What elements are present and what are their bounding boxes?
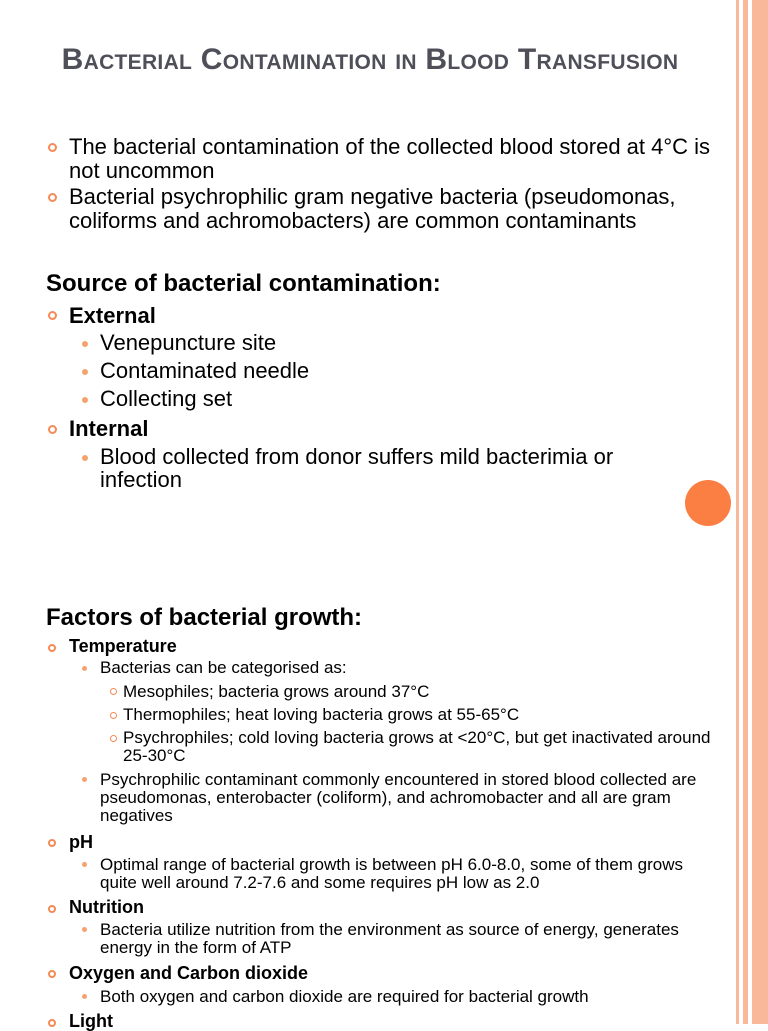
intro-bullet-2-text: Bacterial psychrophilic gram negative bacteria (pseudomonas, coliforms and achromobacters) are common contaminants <box>69 184 676 233</box>
bullet-dot-icon <box>82 397 88 403</box>
bullet-dot-icon <box>82 862 87 867</box>
bullet-ring-icon <box>48 1019 56 1027</box>
temperature-item-2: Psychrophilic contaminant commonly encountered in stored blood collected are pseudomonas, enterobacter (coliform), and achromobacter and all are gram negatives <box>100 770 697 825</box>
bullet-dot-icon <box>82 994 87 999</box>
nutrition-label: Nutrition <box>69 897 144 917</box>
bullet-ring-icon <box>48 905 56 913</box>
bullet-ring-icon <box>48 644 56 652</box>
bullet-ring-icon <box>48 143 57 152</box>
temperature-sub-1: Mesophiles; bacteria grows around 37°C <box>123 682 430 701</box>
bullet-ring-icon <box>110 712 117 719</box>
intro-bullet-1 <box>69 135 719 183</box>
temperature-item-1: Bacterias can be categorised as: <box>100 658 347 677</box>
internal-item-1: Blood collected from donor suffers mild bacterimia or infection <box>100 444 614 492</box>
bullet-ring-icon <box>48 425 57 434</box>
external-item-3: Collecting set <box>100 386 233 411</box>
bullet-ring-icon <box>48 311 57 320</box>
external-item-2: Contaminated needle <box>100 358 310 383</box>
bullet-ring-icon <box>110 735 117 742</box>
bullet-ring-icon <box>110 688 117 695</box>
internal-label: Internal <box>69 416 149 441</box>
bullet-dot-icon <box>82 455 88 461</box>
decor-stripe-1 <box>736 0 739 1024</box>
external-item-1: Venepuncture site <box>100 330 277 355</box>
bullet-ring-icon <box>48 193 57 202</box>
temperature-label: Temperature <box>69 636 177 656</box>
bullet-ring-icon <box>48 970 56 978</box>
factors-heading: Factors of bacterial growth: <box>46 604 363 631</box>
bullet-dot-icon <box>82 666 87 671</box>
oxygen-item: Both oxygen and carbon dioxide are required for bacterial growth <box>100 987 589 1006</box>
intro-bullet-1-text: The bacterial contamination of the collected blood stored at 4°C is not uncommon <box>69 134 711 183</box>
light-label: Light <box>69 1011 113 1031</box>
bullet-dot-icon <box>82 369 88 375</box>
ph-label: pH <box>69 832 93 852</box>
external-label: External <box>69 303 156 328</box>
intro-bullet-2 <box>69 185 729 233</box>
bullet-dot-icon <box>82 341 88 347</box>
ph-item: Optimal range of bacterial growth is between pH 6.0-8.0, some of them grows quite well around 7.2-7.6 and some requires pH low as 2.0 <box>100 855 684 892</box>
temperature-sub-3: Psychrophiles; cold loving bacteria grows at <20°C, but get inactivated around 25-30°C <box>123 728 711 765</box>
decor-stripe-3 <box>752 0 768 1024</box>
bullet-ring-icon <box>48 839 56 847</box>
bullet-dot-icon <box>82 777 87 782</box>
decor-orange-circle <box>685 480 731 526</box>
oxygen-label: Oxygen and Carbon dioxide <box>69 963 309 983</box>
decor-stripe-2 <box>743 0 748 1024</box>
bullet-dot-icon <box>82 927 87 932</box>
source-heading: Source of bacterial contamination: <box>46 270 441 297</box>
nutrition-item: Bacteria utilize nutrition from the environment as source of energy, generates energy in the form of ATP <box>100 920 679 957</box>
slide-title: Bacterial Contamination in Blood Transfusion <box>61 43 679 76</box>
temperature-sub-2: Thermophiles; heat loving bacteria grows at 55-65°C <box>123 705 520 724</box>
